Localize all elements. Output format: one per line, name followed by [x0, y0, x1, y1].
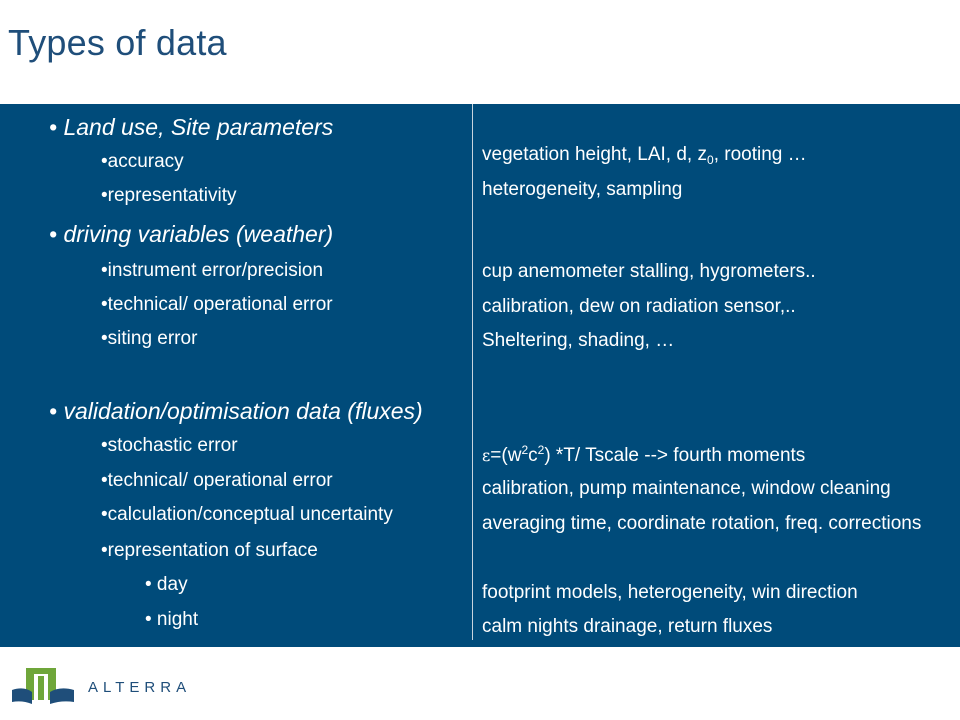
right-line-anemometer: cup anemometer stalling, hygrometers..	[482, 261, 816, 282]
item-technical-error: •technical/ operational error	[101, 294, 333, 315]
item-siting-error: •siting error	[101, 328, 198, 349]
superscript-w: 2	[521, 443, 529, 457]
right-line-calm-nights: calm nights drainage, return fluxes	[482, 616, 773, 637]
right-line-calibration-dew: calibration, dew on radiation sensor,..	[482, 296, 796, 317]
right-line-heterogeneity: heterogeneity, sampling	[482, 179, 683, 200]
subitem-night: • night	[145, 609, 199, 630]
right-line-pump-maintenance: calibration, pump maintenance, window cleaning	[482, 478, 891, 499]
subitem-day: • day	[145, 574, 188, 595]
page-title: Types of data	[8, 22, 227, 63]
heading-validation-data: • validation/optimisation data (fluxes)	[49, 398, 423, 424]
right-line-vegetation-tail: , rooting …	[713, 144, 807, 165]
right-line-vegetation	[482, 144, 807, 167]
item-stochastic-error: •stochastic error	[101, 435, 238, 456]
right-line-footprint: footprint models, heterogeneity, win direction	[482, 582, 858, 603]
right-line-sheltering: Sheltering, shading, …	[482, 330, 675, 351]
item-representativity: •representativity	[101, 185, 237, 206]
item-technical-error-2: •technical/ operational error	[101, 470, 333, 491]
logo-green-stem	[38, 676, 44, 700]
column-divider	[472, 104, 473, 640]
right-line-averaging-time: averaging time, coordinate rotation, freq. corrections	[482, 513, 922, 534]
subscript-zero: 0	[707, 153, 714, 167]
logo-text: ALTERRA	[88, 679, 192, 696]
superscript-c: 2	[537, 443, 545, 457]
formula-part-b: c	[528, 445, 538, 466]
right-line-vegetation-text: vegetation height, LAI, d, z	[482, 144, 707, 165]
item-accuracy: •accuracy	[101, 151, 184, 172]
alterra-logo	[12, 662, 202, 710]
item-instrument-error: •instrument error/precision	[101, 260, 324, 281]
epsilon-symbol: ε	[482, 446, 491, 465]
item-representation-surface: •representation of surface	[101, 540, 318, 561]
formula-part-a: =(w	[490, 445, 522, 466]
content-panel	[0, 104, 960, 647]
heading-land-use: • Land use, Site parameters	[49, 114, 334, 140]
item-calculation-uncertainty: •calculation/conceptual uncertainty	[101, 504, 393, 525]
formula-part-c: ) *T/ Tscale --> fourth moments	[544, 445, 806, 466]
right-line-epsilon-formula	[482, 443, 805, 467]
heading-driving-variables: • driving variables (weather)	[49, 221, 334, 247]
